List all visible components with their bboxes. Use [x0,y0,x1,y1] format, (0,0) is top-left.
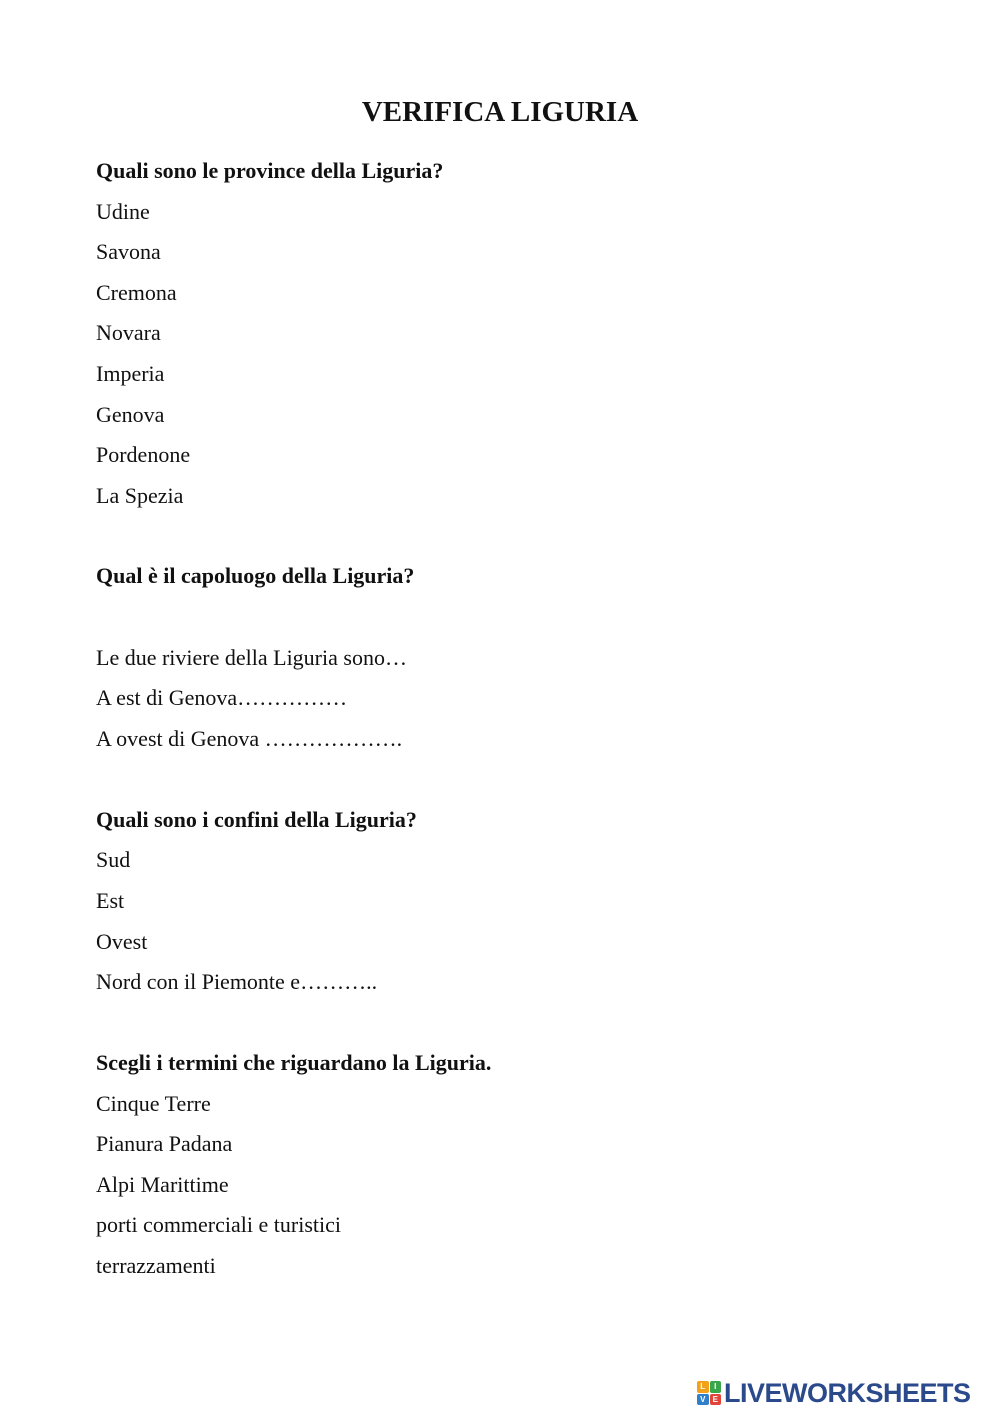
border-east[interactable]: Est [96,888,125,913]
border-north[interactable]: Nord con il Piemonte e……….. [96,969,378,994]
logo-letter-i: I [710,1381,722,1393]
question-capital: Qual è il capoluogo della Liguria? [96,563,415,588]
logo-letter-e: E [710,1394,722,1406]
liveworksheets-logo [697,1378,971,1408]
logo-letter-v: V [697,1394,709,1406]
logo-letter-l: L [697,1381,709,1393]
option-cremona[interactable]: Cremona [96,280,177,305]
option-pordenone[interactable]: Pordenone [96,442,191,467]
term-cinque-terre[interactable]: Cinque Terre [96,1091,211,1116]
question-terms: Scegli i termini che riguardano la Liguria. [96,1050,492,1075]
term-alpi-marittime[interactable]: Alpi Marittime [96,1172,229,1197]
option-imperia[interactable]: Imperia [96,361,165,386]
option-savona[interactable]: Savona [96,239,161,264]
option-la-spezia[interactable]: La Spezia [96,483,184,508]
riviera-west-blank[interactable]: A ovest di Genova ………………. [96,726,403,751]
option-novara[interactable]: Novara [96,320,161,345]
term-pianura-padana[interactable]: Pianura Padana [96,1131,233,1156]
border-west[interactable]: Ovest [96,929,148,954]
liveworksheets-logo-icon [697,1381,721,1405]
border-south[interactable]: Sud [96,847,131,872]
question-borders: Quali sono i confini della Liguria? [96,807,417,832]
option-udine[interactable]: Udine [96,199,150,224]
option-genova[interactable]: Genova [96,402,165,427]
riviera-east-blank[interactable]: A est di Genova…………… [96,685,348,710]
page-title: VERIFICA LIGURIA [361,96,639,128]
rivieras-prompt: Le due riviere della Liguria sono… [96,645,407,670]
term-terrazzamenti[interactable]: terrazzamenti [96,1253,216,1278]
question-provinces: Quali sono le province della Liguria? [96,158,444,183]
liveworksheets-logo-text: LIVEWORKSHEETS [724,1378,971,1408]
term-porti[interactable]: porti commerciali e turistici [96,1212,341,1237]
